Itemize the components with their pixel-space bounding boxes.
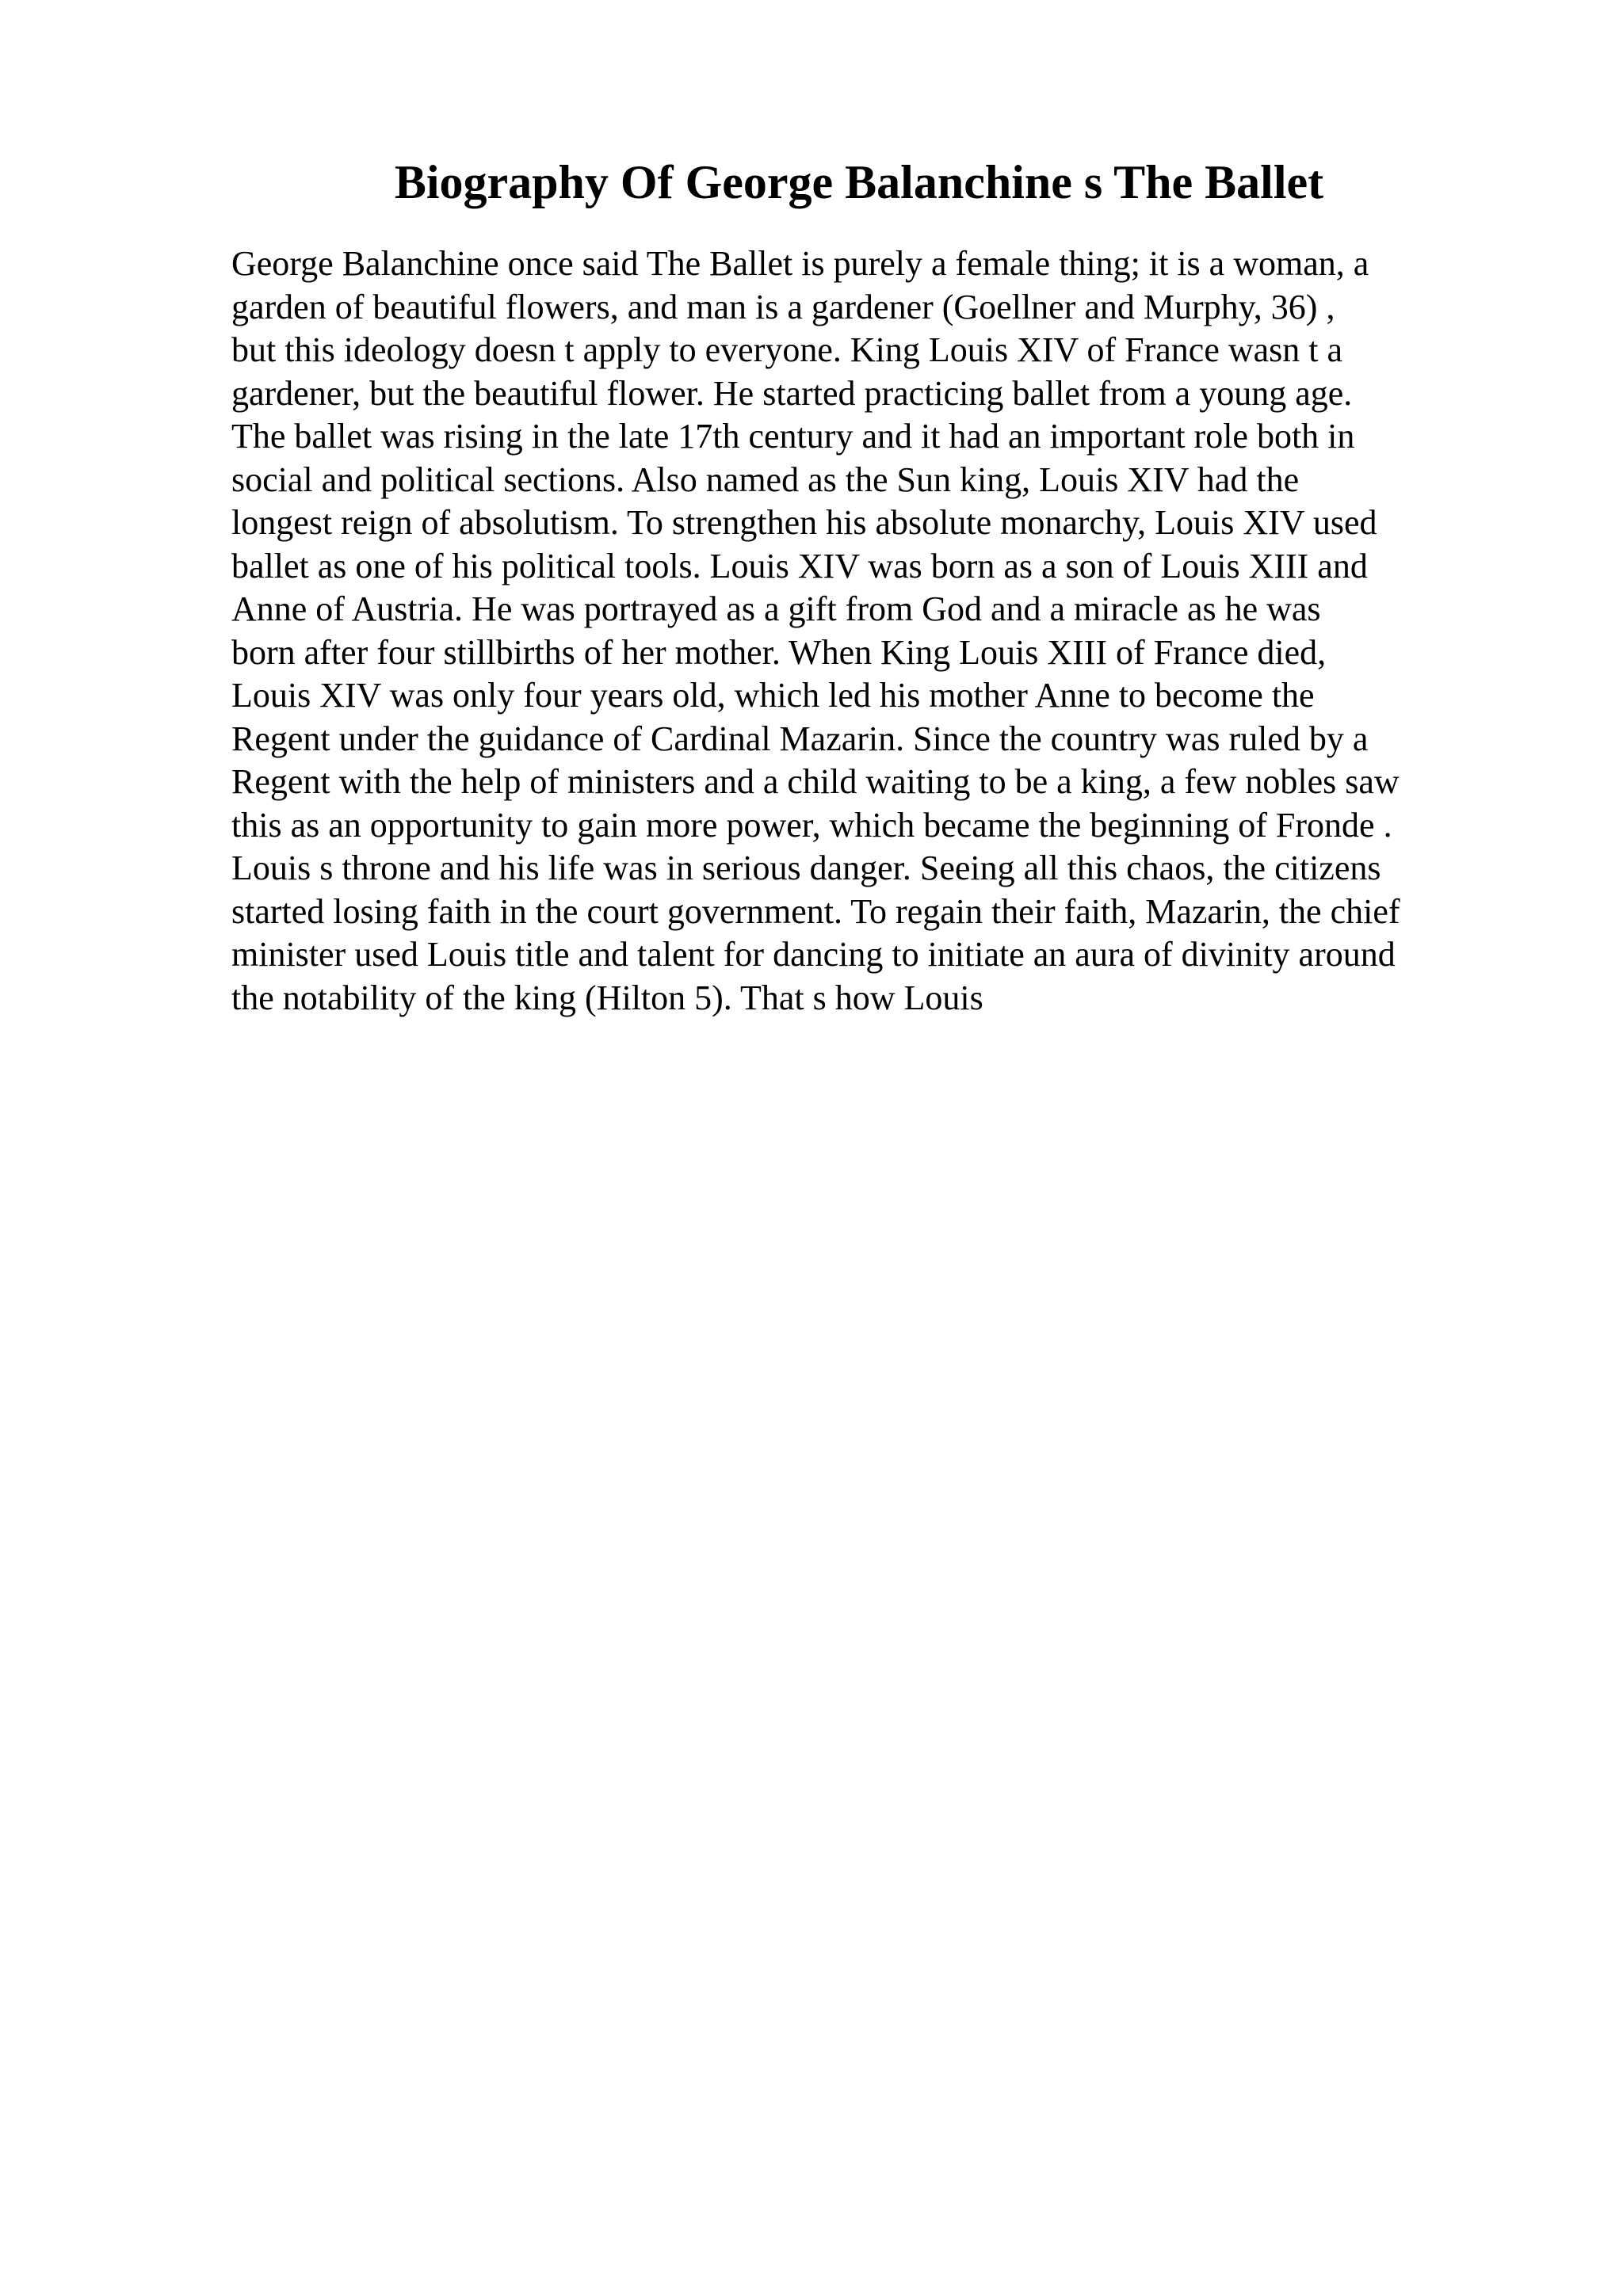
text-line: Louis s throne and his life was in serious danger. Seeing all this chaos, the citizens xyxy=(231,849,1381,887)
text-line: but this ideology doesn t apply to everyone. King Louis XIV of France wasn t a xyxy=(231,330,1343,369)
document-title: Biography Of George Balanchine s The Ballet xyxy=(394,156,1324,208)
text-line: social and political sections. Also named as the Sun king, Louis XIV had the xyxy=(231,460,1300,499)
text-line: minister used Louis title and talent for dancing to initiate an aura of divinity around xyxy=(231,935,1396,974)
text-line: Louis XIV was only four years old, which led his mother Anne to become the xyxy=(231,676,1315,715)
text-line: the notability of the king (Hilton 5). That s how Louis xyxy=(231,978,983,1017)
body-paragraph xyxy=(231,242,1499,1020)
text-line: this as an opportunity to gain more power, which became the beginning of Fronde . xyxy=(231,805,1392,845)
text-line: ballet as one of his political tools. Louis XIV was born as a son of Louis XIII and xyxy=(231,546,1368,585)
text-line: started losing faith in the court government. To regain their faith, Mazarin, the chief xyxy=(231,891,1400,931)
text-line: Anne of Austria. He was portrayed as a gift from God and a miracle as he was xyxy=(231,589,1321,628)
text-line: Regent with the help of ministers and a child waiting to be a king, a few nobles saw xyxy=(231,762,1400,801)
text-line: gardener, but the beautiful flower. He started practicing ballet from a young age. xyxy=(231,373,1353,413)
text-line: garden of beautiful flowers, and man is a gardener (Goellner and Murphy, 36) , xyxy=(231,287,1335,326)
text-line: Regent under the guidance of Cardinal Mazarin. Since the country was ruled by a xyxy=(231,719,1369,758)
text-line: born after four stillbirths of her mother. When King Louis XIII of France died, xyxy=(231,632,1327,672)
text-line: George Balanchine once said The Ballet is purely a female thing; it is a woman, a xyxy=(231,244,1369,283)
text-line: The ballet was rising in the late 17th century and it had an important role both in xyxy=(231,417,1355,456)
text-line: longest reign of absolutism. To strengthen his absolute monarchy, Louis XIV used xyxy=(231,503,1377,542)
